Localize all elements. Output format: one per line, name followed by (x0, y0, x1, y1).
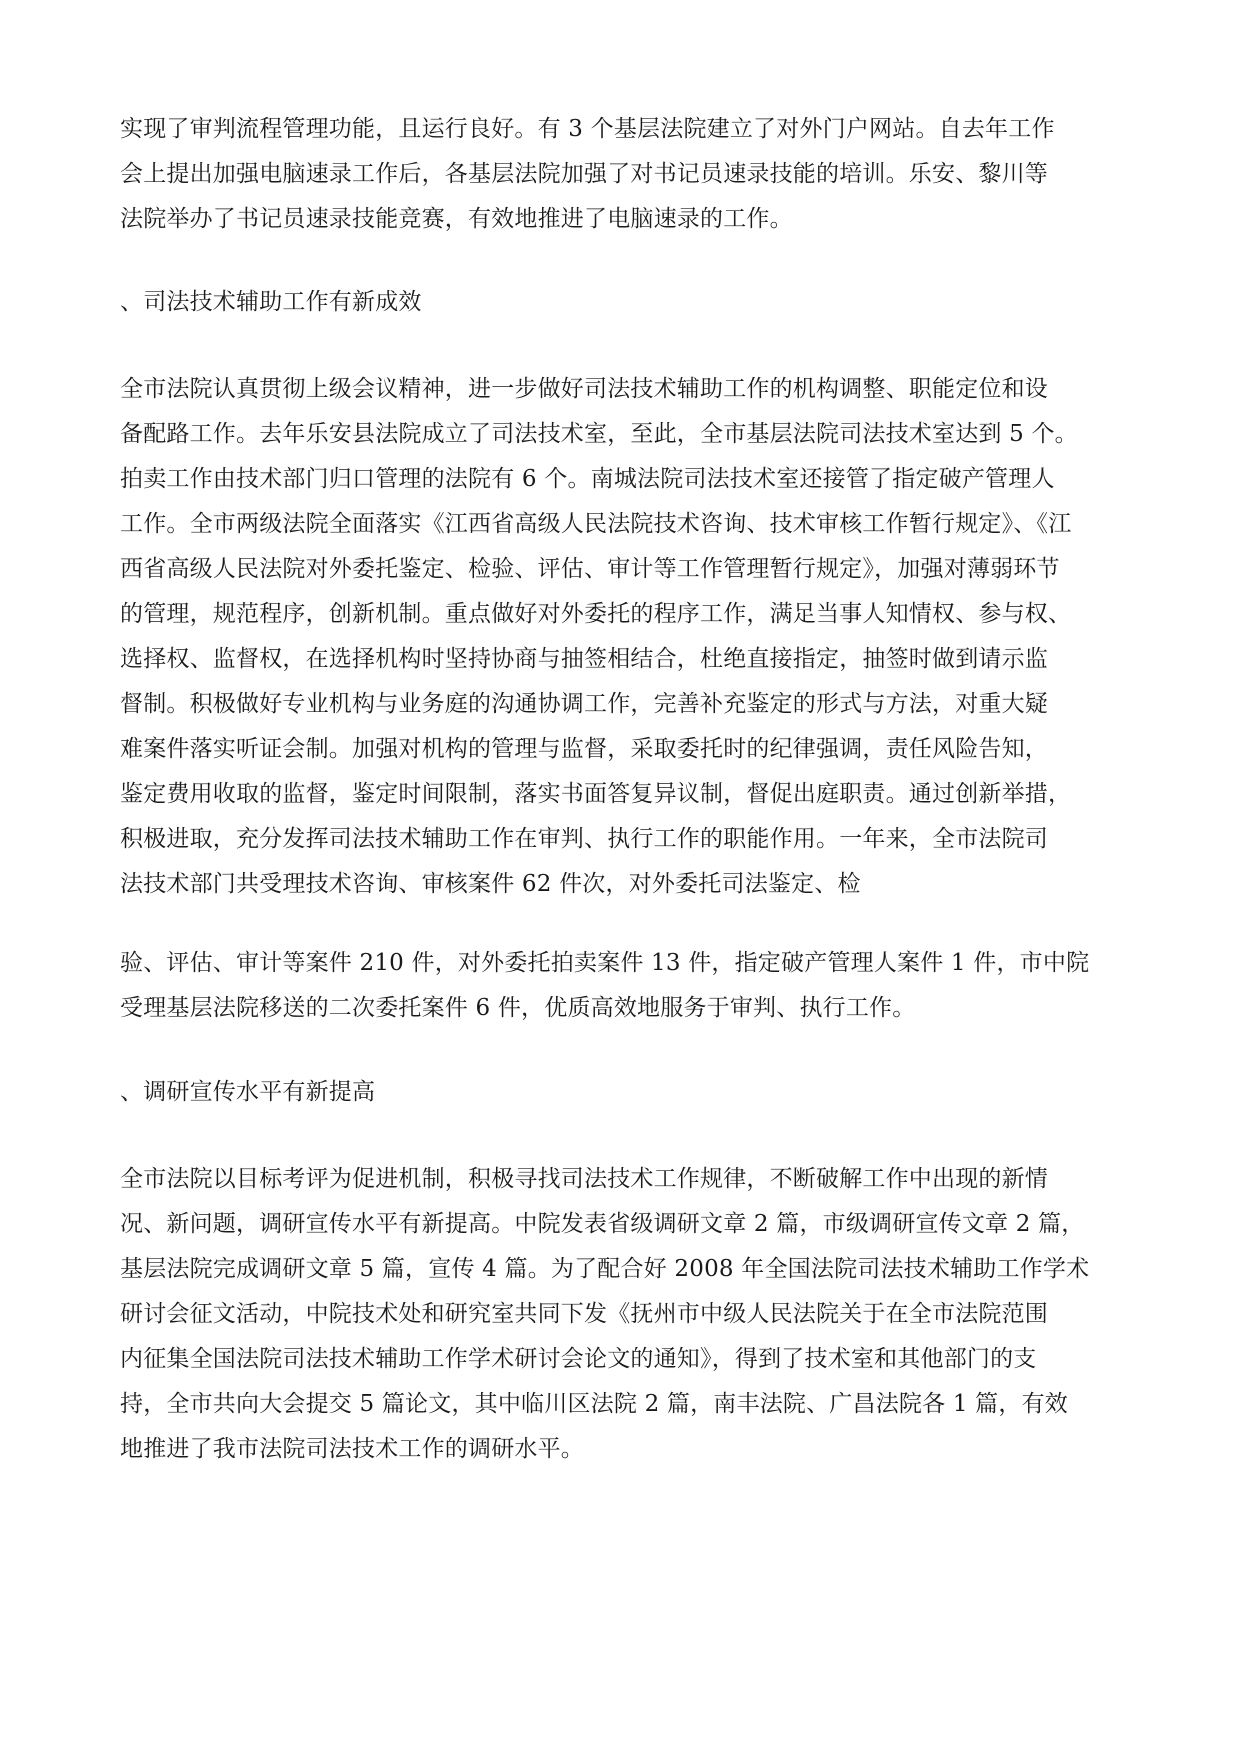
paragraph-4-line-4: 研讨会征文活动，中院技术处和研究室共同下发《抚州市中级人民法院关于在全市法院范围 (120, 1301, 1048, 1327)
paragraph-4-line-2: 况、新问题，调研宣传水平有新提高。中院发表省级调研文章 2 篇，市级调研宣传文章 2 篇， (120, 1211, 1085, 1237)
paragraph-2-line-5: 西省高级人民法院对外委托鉴定、检验、评估、审计等工作管理暂行规定》，加强对薄弱环节 (120, 556, 1060, 582)
paragraph-2-line-9: 难案件落实听证会制。加强对机构的管理与监督，采取委托时的纪律强调，责任风险告知， (120, 736, 1048, 762)
paragraph-4-line-7: 地推进了我市法院司法技术工作的调研水平。 (120, 1436, 584, 1462)
paragraph-2-line-1: 全市法院认真贯彻上级会议精神，进一步做好司法技术辅助工作的机构调整、职能定位和设 (120, 376, 1048, 402)
paragraph-2-line-2: 备配路工作。去年乐安县法院成立了司法技术室，至此，全市基层法院司法技术室达到 5 个。 (120, 421, 1078, 447)
paragraph-3-line-2: 受理基层法院移送的二次委托案件 6 件，优质高效地服务于审判、执行工作。 (120, 995, 916, 1021)
section-heading-research: 、调研宣传水平有新提高 (120, 1079, 376, 1105)
section-heading-judicial-tech: 、司法技术辅助工作有新成效 (120, 289, 422, 315)
paragraph-1-line-2: 会上提出加强电脑速录工作后，各基层法院加强了对书记员速录技能的培训。乐安、黎川等 (120, 161, 1048, 187)
paragraph-3-line-1: 验、评估、审计等案件 210 件，对外委托拍卖案件 13 件，指定破产管理人案件 1 件，市中院 (120, 950, 1090, 976)
paragraph-1-line-1: 实现了审判流程管理功能，且运行良好。有 3 个基层法院建立了对外门户网站。自去年工作 (120, 116, 1055, 142)
paragraph-1-line-3: 法院举办了书记员速录技能竞赛，有效地推进了电脑速录的工作。 (120, 206, 793, 232)
paragraph-4-line-3: 基层法院完成调研文章 5 篇，宣传 4 篇。为了配合好 2008 年全国法院司法技术辅助工作学术 (120, 1256, 1090, 1282)
paragraph-2-line-3: 拍卖工作由技术部门归口管理的法院有 6 个。南城法院司法技术室还接管了指定破产管理人 (120, 466, 1055, 492)
paragraph-2-line-6: 的管理，规范程序，创新机制。重点做好对外委托的程序工作，满足当事人知情权、参与权、 (120, 601, 1072, 627)
paragraph-2-line-8: 督制。积极做好专业机构与业务庭的沟通协调工作，完善补充鉴定的形式与方法，对重大疑 (120, 691, 1048, 717)
paragraph-4-line-5: 内征集全国法院司法技术辅助工作学术研讨会论文的通知》，得到了技术室和其他部门的支 (120, 1346, 1037, 1372)
paragraph-2-line-4: 工作。全市两级法院全面落实《江西省高级人民法院技术咨询、技术审核工作暂行规定》、《江 (120, 511, 1072, 537)
paragraph-2-line-7: 选择权、监督权，在选择机构时坚持协商与抽签相结合，杜绝直接指定，抽签时做到请示监 (120, 646, 1048, 672)
paragraph-2-line-12: 法技术部门共受理技术咨询、审核案件 62 件次，对外委托司法鉴定、检 (120, 871, 861, 897)
paragraph-4-line-6: 持，全市共向大会提交 5 篇论文，其中临川区法院 2 篇，南丰法院、广昌法院各 1 篇，有效 (120, 1391, 1068, 1417)
paragraph-4-line-1: 全市法院以目标考评为促进机制，积极寻找司法技术工作规律，不断破解工作中出现的新情 (120, 1166, 1048, 1192)
paragraph-2-line-10: 鉴定费用收取的监督，鉴定时间限制，落实书面答复异议制，督促出庭职责。通过创新举措， (120, 781, 1072, 807)
paragraph-2-line-11: 积极进取，充分发挥司法技术辅助工作在审判、执行工作的职能作用。一年来，全市法院司 (120, 826, 1048, 852)
